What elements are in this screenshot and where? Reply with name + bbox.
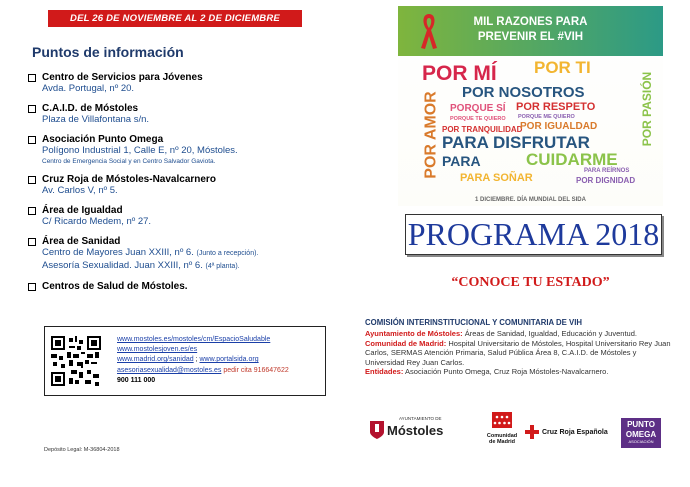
entry-address [42, 247, 328, 260]
entry-address [42, 260, 328, 273]
poster-date: 1 DICIEMBRE. DÍA MUNDIAL DEL SIDA [475, 197, 586, 203]
entry-title: Centro de Servicios para Jóvenes [42, 72, 203, 83]
link-asesoria-email[interactable]: asesoriasexualidad@mostoles.es [117, 366, 222, 374]
commission-text: Áreas de Sanidad, Igualdad, Educación y Juventud. [464, 329, 637, 339]
commission-label: Entidades: [365, 367, 404, 377]
cruz-roja-text: Cruz Roja Española [542, 428, 608, 436]
list-item [28, 205, 328, 228]
poster-tag: POR MÍ [422, 62, 497, 85]
link-portalsida[interactable]: www.portalsida.org [199, 356, 259, 364]
link-madrid-sanidad[interactable]: www.madrid.org/sanidad [117, 356, 194, 364]
commission-text: Asociación Punto Omega, Cruz Roja Móstoles-Navalcarnero. [405, 367, 609, 377]
madrid-stars-icon [492, 412, 512, 428]
entry-address-main: Asesoría Sexualidad. Juan XXIII, nº 6. [42, 260, 203, 271]
poster-tag: POR IGUALDAD [520, 121, 598, 132]
info-points-list [28, 72, 328, 300]
programa-title: PROGRAMA 2018 [405, 214, 662, 255]
entry-address: Avda. Portugal, nº 20. [42, 83, 135, 94]
madrid-line2: de Madrid [489, 439, 515, 445]
poster-tag: CUIDARME [526, 150, 618, 169]
checkbox-icon [28, 74, 36, 82]
commission-heading: COMISIÓN INTERINSTITUCIONAL Y COMUNITARIA DE VIH [365, 318, 583, 327]
qr-code-icon[interactable] [51, 336, 101, 386]
madrid-line1: Comunidad [486, 433, 518, 439]
poster-tag: POR DIGNIDAD [576, 176, 636, 185]
poster-tag: PORQUE TE QUIERO [450, 116, 506, 122]
date-banner: DEL 26 DE NOVIEMBRE AL 2 DE DICIEMBRE [48, 10, 302, 27]
mostoles-word: Móstoles [387, 423, 444, 438]
poster-tag: POR TI [534, 58, 591, 77]
poster-tag: PORQUE ME QUIERO [518, 114, 575, 120]
entry-address: Polígono Industrial 1, Calle E, nº 20, Móstoles. [42, 145, 238, 156]
checkbox-icon [28, 207, 36, 215]
poster-tag: PARA REÍRNOS [584, 168, 630, 174]
entry-address: C/ Ricardo Medem, nº 27. [42, 216, 152, 227]
red-ribbon-icon [418, 12, 440, 50]
checkbox-icon [28, 136, 36, 144]
checkbox-icon [28, 176, 36, 184]
poster-tag: PARA DISFRUTAR [442, 133, 590, 152]
mostoles-sup: AYUNTAMIENTO DE [399, 416, 442, 421]
legal-deposit: Depósito Legal: M-36804-2018 [44, 447, 120, 453]
commission-label: Comunidad de Madrid: [365, 338, 447, 348]
poster-tag: PARA [442, 153, 481, 169]
omega-line-c: ASOCIACIÓN [628, 439, 654, 444]
entry-address-main: Centro de Mayores Juan XXIII, nº 6. [42, 247, 194, 258]
poster-header-line2: PREVENIR EL #VIH [477, 31, 584, 43]
list-item [28, 174, 328, 197]
logo-punto-omega [621, 418, 661, 448]
checkbox-icon [28, 283, 36, 291]
hotline-phone: 900 111 000 [117, 376, 156, 384]
poster-tag: PARA SOÑAR [460, 172, 533, 184]
slogan: “CONOCE TU ESTADO” [451, 275, 610, 290]
link-mostoles-joven[interactable]: www.mostolesjoven.es/es [117, 346, 198, 354]
poster-tag: POR RESPETO [516, 101, 596, 113]
commission-label: Ayuntamiento de Móstoles: [365, 329, 463, 339]
entry-note: Centro de Emergencia Social y en Centro Salvador Gaviota. [42, 158, 216, 165]
omega-line-b: OMEGA [625, 430, 657, 439]
entry-title: C.A.I.D. de Móstoles [42, 103, 139, 114]
logo-cruz-roja [525, 425, 608, 439]
checkbox-icon [28, 238, 36, 246]
entry-title: Centros de Salud de Móstoles. [42, 281, 188, 292]
logo-comunidad-madrid [477, 412, 527, 445]
entry-title: Área de Sanidad [42, 236, 121, 247]
commission-block [365, 318, 675, 376]
poster-tag: POR PASIÓN [640, 71, 655, 147]
poster-tag: POR TRANQUILIDAD [442, 125, 523, 134]
entry-title: Área de Igualdad [42, 205, 123, 216]
entry-address-sub: (4ª planta). [205, 263, 240, 270]
list-item [28, 103, 328, 126]
poster-tag: POR NOSOTROS [462, 84, 585, 101]
entry-address-sub: (Junto a recepción). [196, 250, 259, 257]
contact-box [44, 326, 326, 396]
appointment-phone-text: pedir cita 916647622 [223, 366, 289, 374]
entry-title: Cruz Roja de Móstoles-Navalcarnero [42, 174, 216, 185]
poster-tag: POR AMOR [422, 91, 440, 179]
checkbox-icon [28, 105, 36, 113]
campaign-poster [398, 6, 663, 206]
list-item [28, 72, 328, 95]
omega-line-a: PUNTO [627, 420, 655, 429]
sponsor-logos [365, 410, 675, 454]
red-cross-icon [525, 425, 539, 439]
info-title: Puntos de información [32, 44, 184, 60]
list-item [28, 236, 328, 273]
list-item [28, 134, 328, 166]
entry-address: Av. Carlos V, nº 5. [42, 185, 118, 196]
mostoles-shield-icon [369, 420, 385, 440]
poster-header-line1: MIL RAZONES PARA [473, 16, 588, 28]
link-espacio-saludable[interactable]: www.mostoles.es/mostoles/cm/EspacioSaludable [117, 336, 271, 343]
entry-title: Asociación Punto Omega [42, 134, 164, 145]
list-item [28, 281, 328, 292]
commission-text: Hospital Universitario de Móstoles, Hospital Universitario Rey Juan Carlos, SERMAS Atención Primaria, Salud Pública Área 8, C.A.I.D. de Móstoles y Universidad Rey Juan Carlos. [365, 338, 671, 367]
logo-mostoles [369, 416, 444, 445]
poster-tag: PORQUE SÍ [450, 103, 506, 114]
entry-address: Plaza de Villafontana s/n. [42, 114, 150, 125]
contact-links: www.mostoles.es/mostoles/cm/EspacioSaludable www.mostolesjoven.es/es www.madrid.org/sanidad ; www.portalsida.org asesoriasexualidad@mostoles.es pedir cita 916647622 900 111 000 [117, 336, 289, 384]
